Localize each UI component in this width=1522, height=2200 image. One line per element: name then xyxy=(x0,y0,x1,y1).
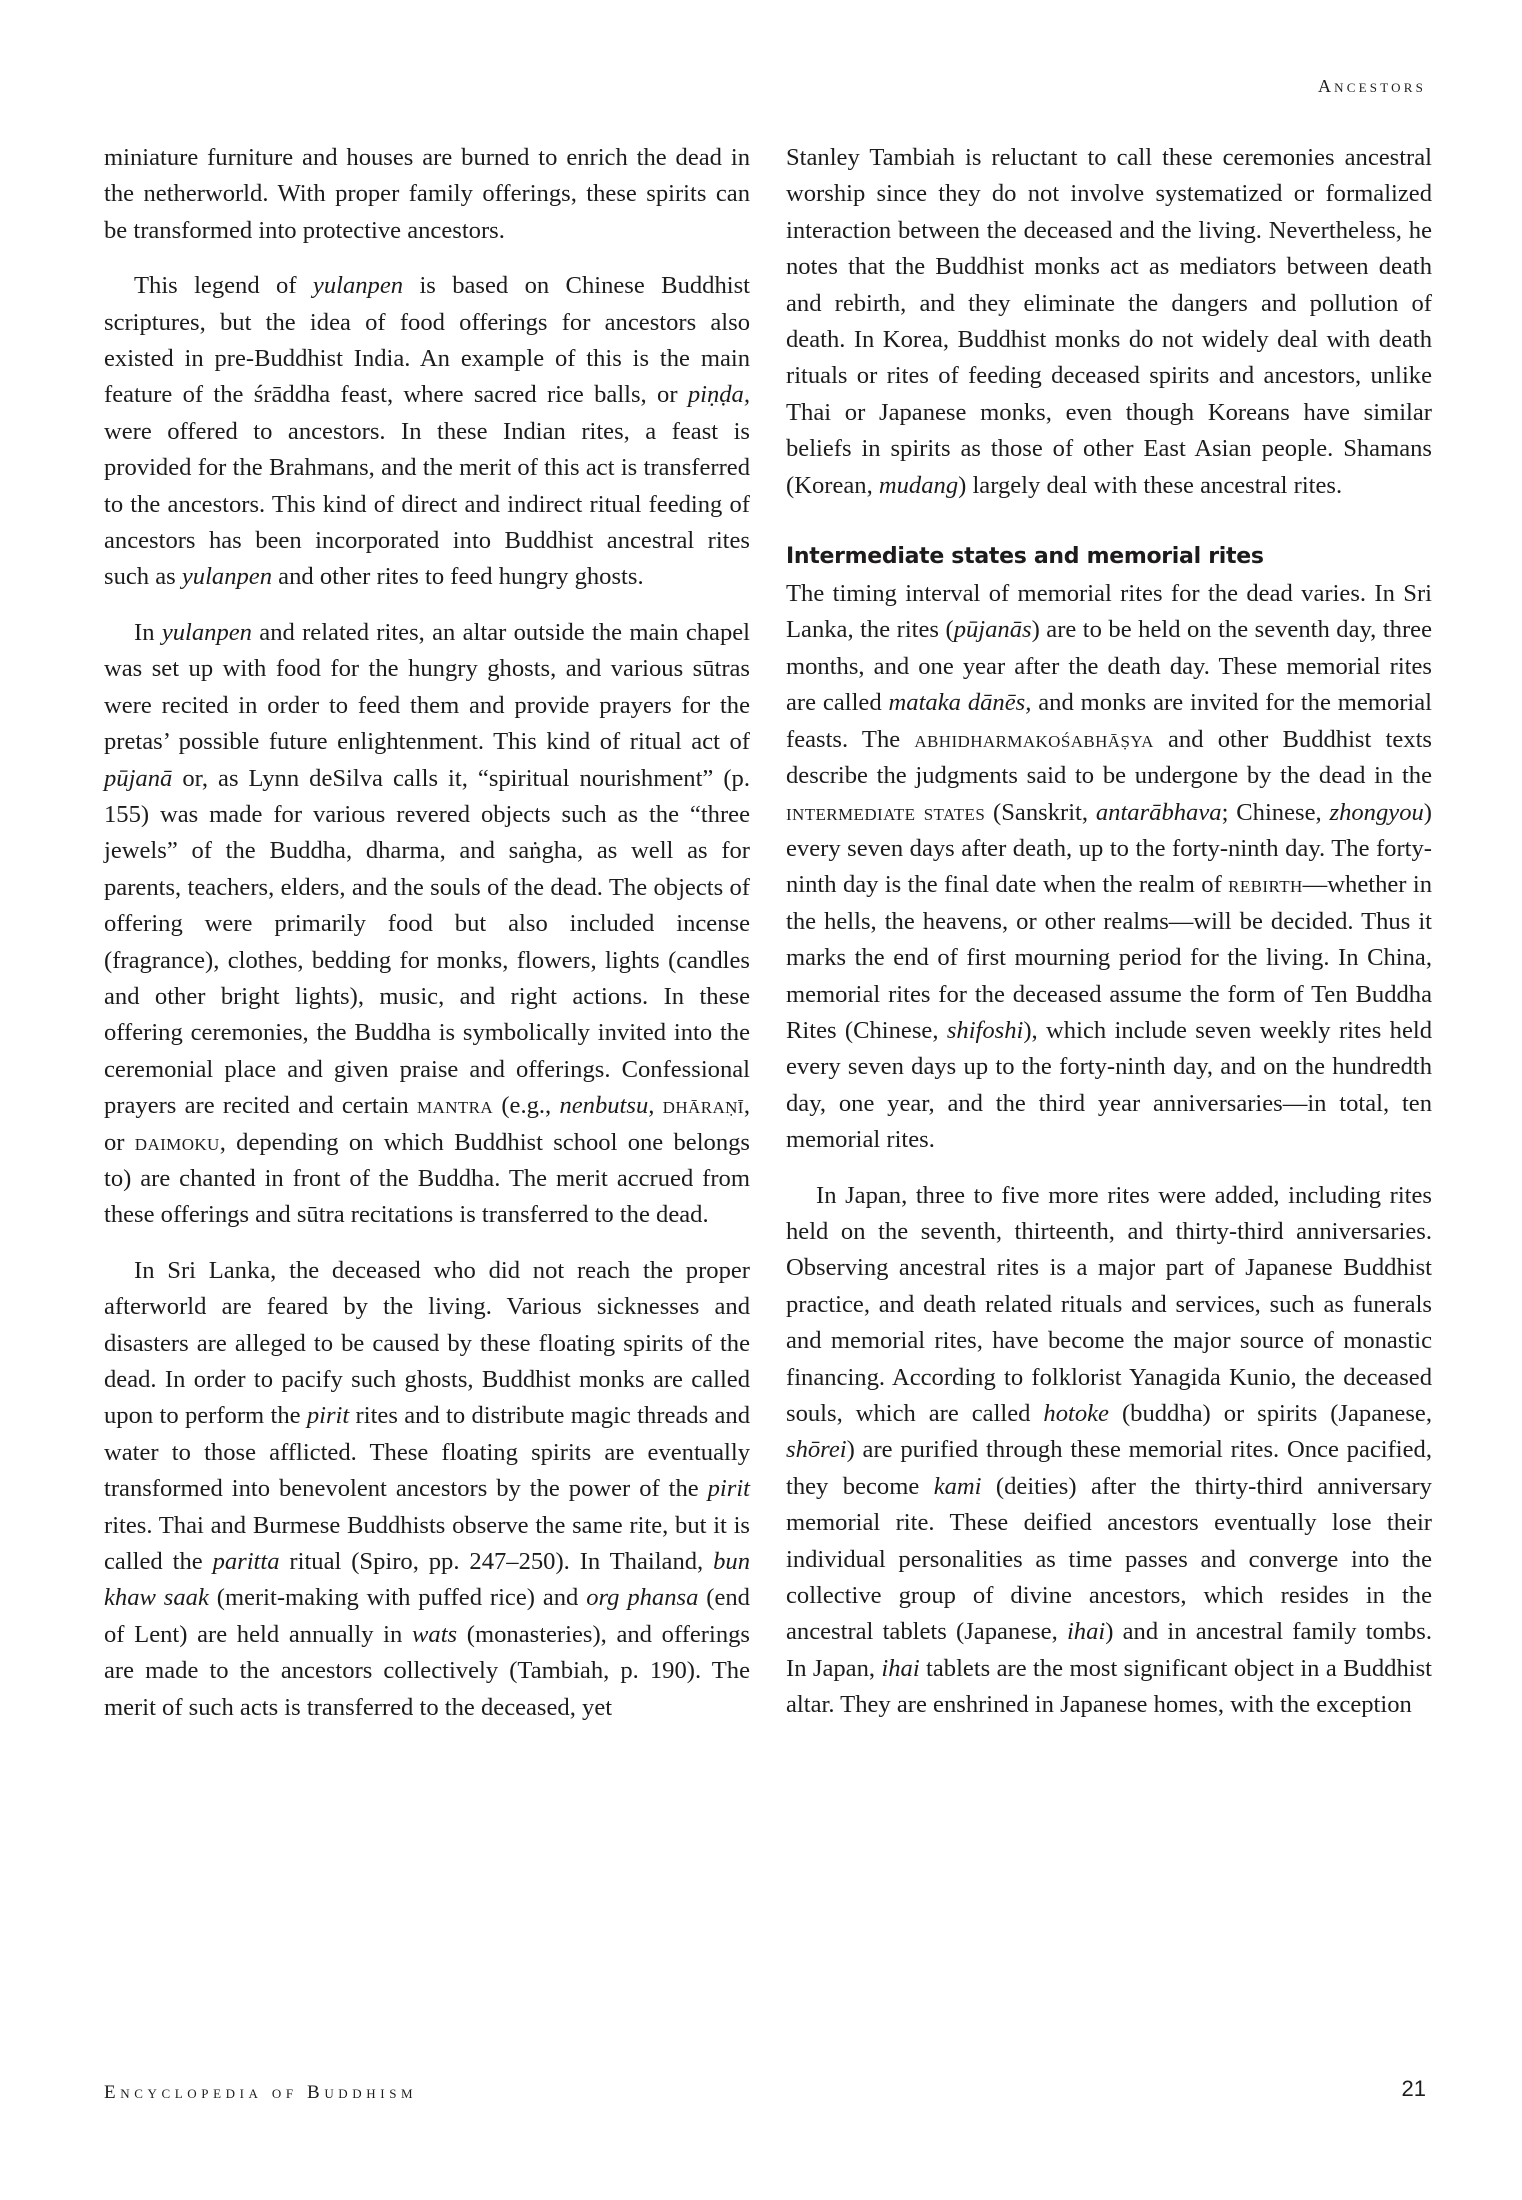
cross-reference: mantra xyxy=(417,1092,494,1120)
cross-reference: rebirth xyxy=(1228,871,1303,899)
right-column xyxy=(786,140,1432,1724)
page-number: 21 xyxy=(1401,2076,1426,2101)
text-run: ; Chinese, xyxy=(1221,798,1330,826)
italic-term: shōrei xyxy=(786,1436,847,1464)
cross-reference: intermediate states xyxy=(786,798,986,826)
italic-term: nenbutsu, xyxy=(559,1092,655,1120)
paragraph xyxy=(104,268,750,596)
italic-term: kami xyxy=(933,1472,982,1500)
text-run: ) every seven days after death, up to the forty-ninth day. The forty-ninth day is the final date when the realm of xyxy=(786,798,1432,899)
text-run: ) are to be held on the seventh day, three months, and one year after the death day. These memorial rites are called xyxy=(786,616,1432,717)
italic-term: ihai xyxy=(881,1654,920,1682)
text-run: tablets are the most significant object in a Buddhist altar. They are enshrined in Japanese homes, with the exception xyxy=(786,1654,1432,1719)
text-run: rites. Thai and Burmese Buddhists observe the same rite, but it is called the xyxy=(104,1511,750,1576)
text-run: In Sri Lanka, the deceased who did not reach the proper afterworld are feared by the living. Various sicknesses and disasters are alleged to be caused by these floating spirits of the dead. In order to pacify such ghosts, Buddhist monks are called upon to perform the xyxy=(104,1256,750,1430)
text-run: (deities) after the thirty-third anniversary memorial rite. These deified ancestors eventually lose their individual personalities as time passes and converge into the collective group of divine ancestors, which resides in the ancestral tablets (Japanese, xyxy=(786,1472,1432,1646)
italic-term: pūjanās xyxy=(953,616,1032,644)
paragraph xyxy=(786,140,1432,504)
right-column-intro xyxy=(786,140,1432,504)
text-run: , or xyxy=(104,1092,751,1156)
text-run: were offered to ancestors. In these Indian rites, a feast is provided for the Brahmans, and the merit of this act is transferred to the ancestors. This kind of direct and indirect ritual feeding of ancestors has been incorporated into Buddhist ancestral rites such as xyxy=(104,417,750,591)
italic-term: pirit xyxy=(306,1402,350,1430)
text-run: ritual (Spiro, pp. 247–250). In Thailand, xyxy=(279,1548,714,1576)
footer-book-title: Encyclopedia of Buddhism xyxy=(104,2082,418,2103)
text-run: (Sanskrit, xyxy=(985,798,1096,826)
right-column-section xyxy=(786,576,1432,1724)
italic-term: yulanpen xyxy=(181,563,273,591)
running-head: Ancestors xyxy=(1317,76,1426,96)
text-run: In Japan, three to five more rites were added, including rites held on the seventh, thirteenth, and thirty-third anniversaries. Observing ancestral rites is a major part of Japanese Buddhist practice, and death related rituals and services, such as funerals and memorial rites, have become the major source of monastic financing. According to folklorist Yanagida Kunio, the deceased souls, which are called xyxy=(786,1181,1432,1427)
paragraph xyxy=(786,576,1432,1159)
italic-term: yulanpen xyxy=(312,272,404,300)
italic-term: piṇḍa, xyxy=(687,381,750,409)
text-run: —whether in the hells, the heavens, or other realms—will be decided. Thus it marks the end of first mourning period for the living. In China, memorial rites for the deceased assume the form of Ten Buddha Rites (Chinese, xyxy=(786,871,1432,1044)
paragraph xyxy=(104,615,750,1234)
paragraph xyxy=(104,140,750,249)
text-run xyxy=(654,1092,662,1119)
cross-reference: abhidharmakośabhāṣya xyxy=(914,725,1154,753)
cross-reference: daimoku xyxy=(134,1128,220,1156)
text-run: Stanley Tambiah is reluctant to call these ceremonies ancestral worship since they do not involve systematized or formalized interaction between the deceased and the living. Nevertheless, he notes that the Buddhist monks act as mediators between death and rebirth, and they eliminate the dangers and pollution of death. In Korea, Buddhist monks do not widely deal with death rituals or rites of feeding deceased spirits and ancestors, unlike Thai or Japanese monks, even though Koreans have similar beliefs in spirits as those of other East Asian people. Shamans (Korean, xyxy=(786,144,1432,499)
text-run: or, as Lynn deSilva calls it, “spiritual nourishment” (p. 155) was made for various revered objects such as the “three jewels” of the Buddha, dharma, and saṅgha, as well as for parents, teachers, elders, and the souls of the dead. The objects of offering were primarily food but also included incense (fragrance), clothes, bedding for monks, flowers, lights (candles and other bright lights), music, and right actions. In these offering ceremonies, the Buddha is symbolically invited into the ceremonial place and given praise and offerings. Confessional prayers are recited and certain xyxy=(104,764,750,1120)
section-heading: Intermediate states and memorial rites xyxy=(786,544,1264,570)
text-run: and monks are invited for the memorial feasts. The xyxy=(786,689,1433,753)
italic-term: mudang xyxy=(878,471,959,499)
italic-term: pūjanā xyxy=(104,764,173,792)
cross-reference: dhāraṇī xyxy=(662,1092,744,1120)
text-run: and related rites, an altar outside the main chapel was set up with food for the hungry ghosts, and various sūtras were recited in order to feed them and provide prayers for the pretas’ possible future enlightenment. This kind of ritual act of xyxy=(104,618,751,756)
text-run: (merit-making with puffed rice) and xyxy=(208,1584,587,1612)
text-run: The timing interval of memorial rites for the dead varies. In Sri Lanka, the rites ( xyxy=(786,580,1432,644)
italic-term: org phansa xyxy=(586,1584,699,1612)
text-run: and other Buddhist texts describe the judgments said to be undergone by the dead in the xyxy=(786,725,1432,790)
text-run: ), which include seven weekly rites held every seven days up to the forty-ninth day, and on the hundredth day, one year, and the third year anniversaries—in total, ten memorial rites. xyxy=(786,1016,1432,1154)
italic-term: zhongyou xyxy=(1329,798,1424,826)
italic-term: mataka dānēs, xyxy=(888,689,1032,717)
italic-term: ihai xyxy=(1066,1618,1106,1646)
text-run: This legend of xyxy=(134,272,313,300)
text-run: ) and in ancestral family tombs. In Japan, xyxy=(786,1618,1432,1682)
text-run: is based on Chinese Buddhist scriptures, but the idea of food offerings for ancestors also existed in pre-Buddhist India. An example of this is the main feature of the śrāddha feast, where sacred rice balls, or xyxy=(104,272,750,409)
text-run: (buddha) or spirits (Japanese, xyxy=(1108,1400,1432,1427)
paragraph xyxy=(104,1253,750,1726)
italic-term: bun khaw saak xyxy=(104,1548,750,1612)
text-run: rites and to distribute magic threads and water to those afflicted. These floating spirits are eventually transformed into benevolent ancestors by the power of the xyxy=(104,1402,750,1503)
italic-term: paritta xyxy=(212,1548,280,1576)
italic-term: pirit xyxy=(707,1475,750,1503)
text-run: and other rites to feed hungry ghosts. xyxy=(272,563,644,591)
italic-term: yulanpen xyxy=(161,618,252,646)
text-run: miniature furniture and houses are burned to enrich the dead in the netherworld. With proper family offerings, these spirits can be transformed into protective ancestors. xyxy=(104,144,750,244)
text-run: , depending on which Buddhist school one belongs to) are chanted in front of the Buddha. The merit accrued from these offerings and sūtra recitations is transferred to the dead. xyxy=(104,1128,750,1229)
italic-term: shifoshi xyxy=(946,1016,1024,1044)
text-run: (e.g., xyxy=(493,1092,560,1120)
text-run: ) largely deal with these ancestral rites. xyxy=(958,471,1343,499)
italic-term: hotoke xyxy=(1043,1400,1109,1427)
text-run: (end of Lent) are held annually in xyxy=(104,1584,750,1648)
text-run: In xyxy=(134,618,162,646)
italic-term: wats xyxy=(412,1620,458,1648)
left-column xyxy=(104,140,750,1726)
text-run: (monasteries), and offerings are made to the ancestors collectively (Tambiah, p. 190). The merit of such acts is transferred to the deceased, yet xyxy=(104,1620,750,1721)
italic-term: antarābhava xyxy=(1095,798,1222,826)
paragraph xyxy=(786,1178,1432,1724)
text-run: ) are purified through these memorial rites. Once pacified, they become xyxy=(786,1436,1432,1500)
